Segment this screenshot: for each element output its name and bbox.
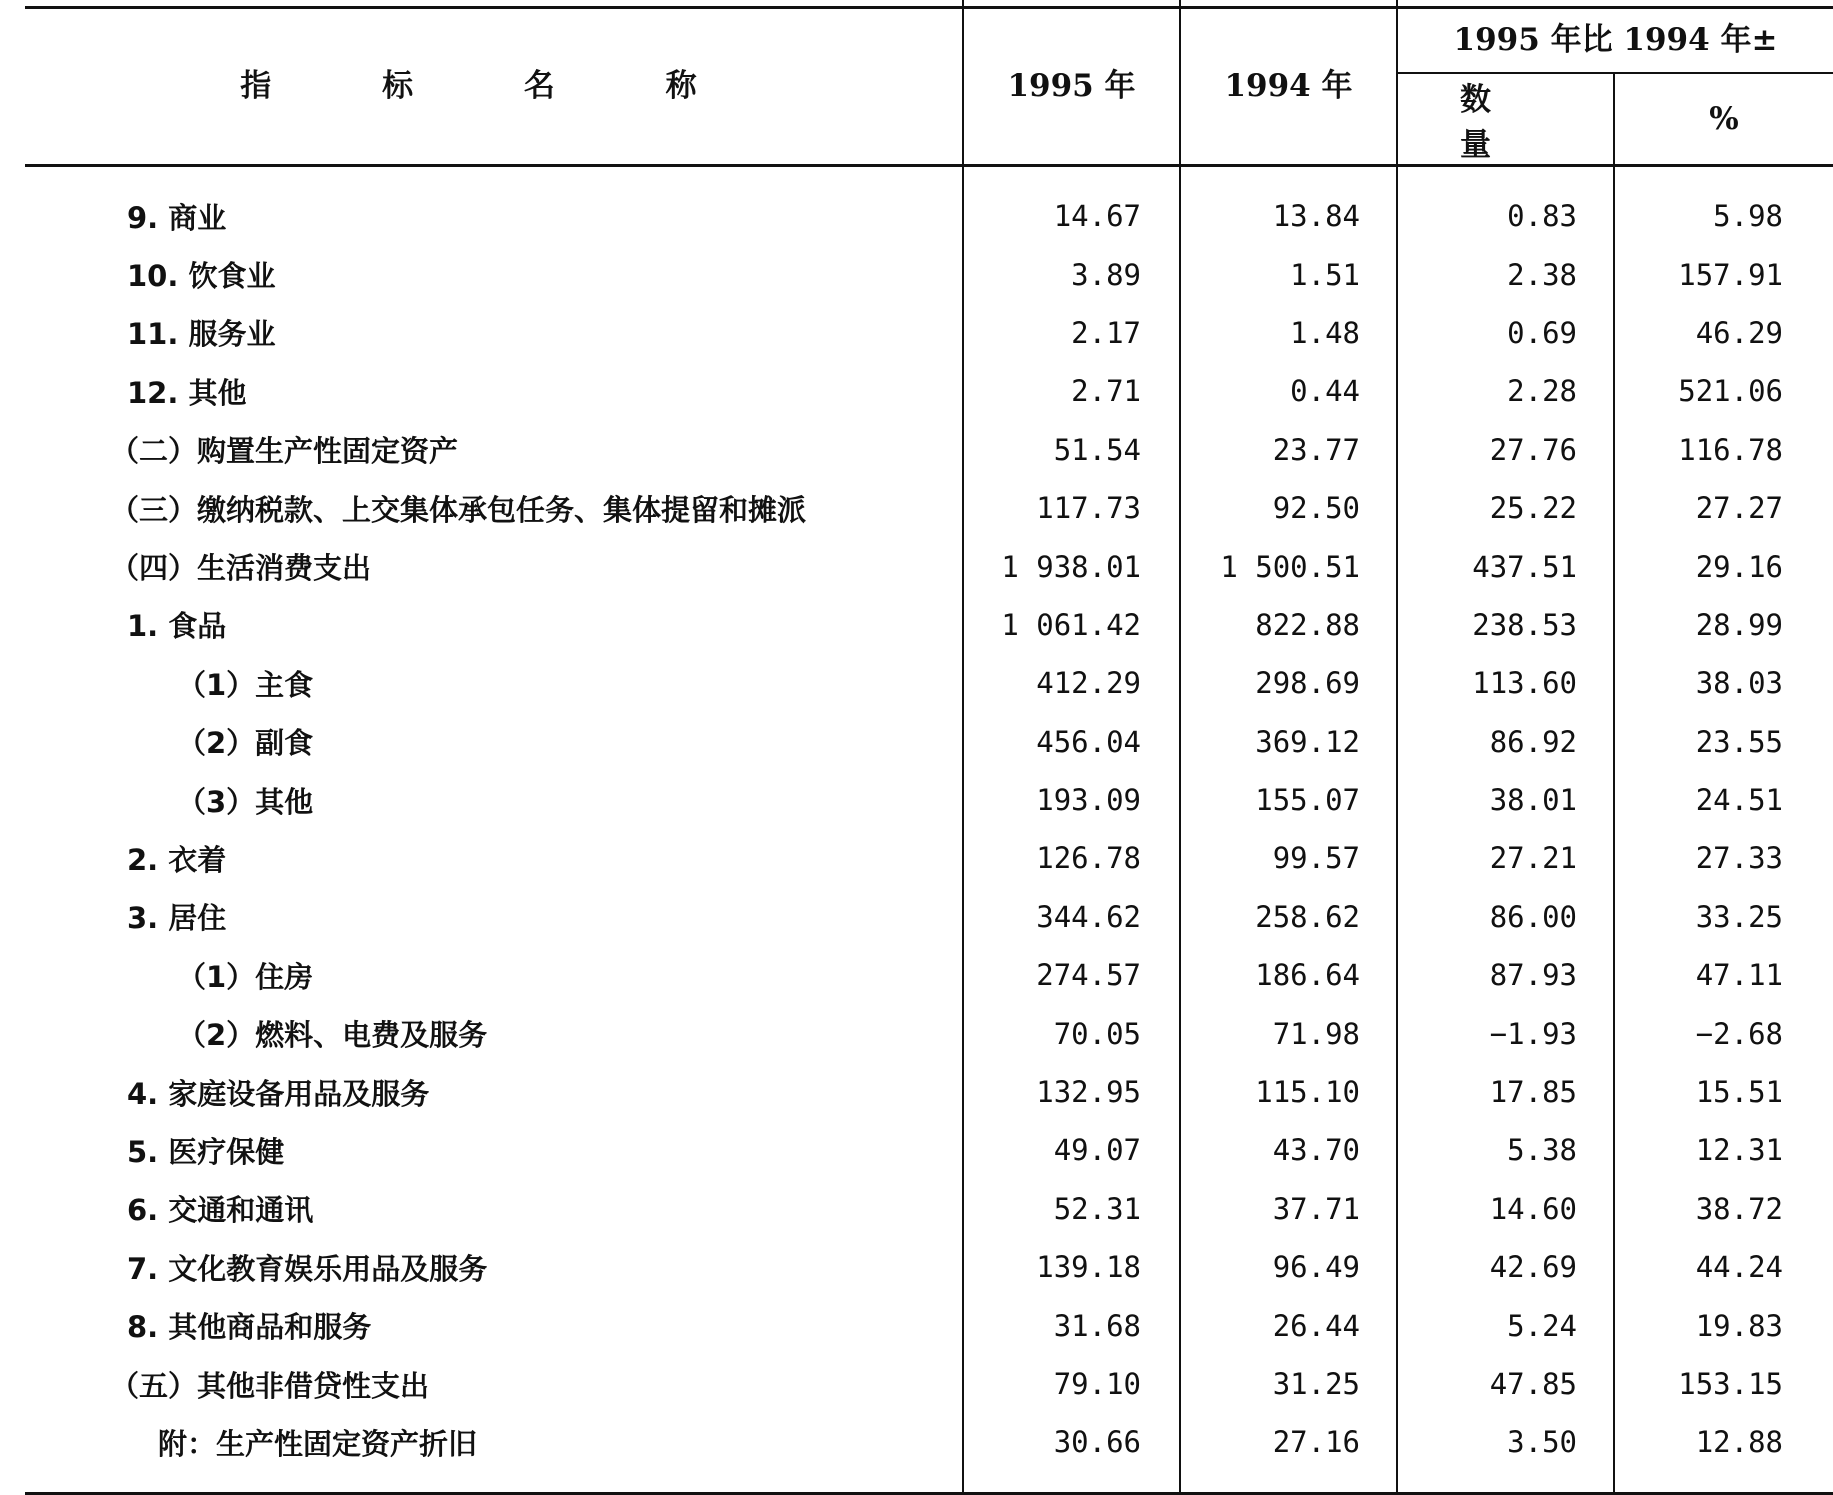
- table-row: [25, 537, 1833, 595]
- table-row: [25, 888, 1833, 946]
- row-label: 10. 饮食业: [127, 259, 276, 294]
- row-label: 11. 服务业: [127, 317, 276, 352]
- value-1994: 258.62: [1180, 888, 1397, 946]
- value-1994: 1 500.51: [1180, 537, 1397, 595]
- change-percent: 47.11: [1614, 946, 1833, 1004]
- row-label: （四）生活消费支出: [110, 551, 372, 586]
- row-label: 7. 文化教育娱乐用品及服务: [127, 1251, 488, 1286]
- table-header: [25, 0, 1833, 166]
- value-1994: 96.49: [1180, 1238, 1397, 1296]
- table-row: [25, 596, 1833, 654]
- table-row: [25, 1413, 1833, 1493]
- value-1994: 31.25: [1180, 1355, 1397, 1413]
- row-label: 8. 其他商品和服务: [127, 1310, 372, 1345]
- change-quantity: 14.60: [1397, 1180, 1614, 1238]
- change-quantity: 0.83: [1397, 166, 1614, 246]
- table-row: [25, 713, 1833, 771]
- table-row: [25, 1004, 1833, 1062]
- change-percent: 23.55: [1614, 713, 1833, 771]
- value-1994: 26.44: [1180, 1296, 1397, 1354]
- value-1995: 1 938.01: [963, 537, 1180, 595]
- row-label: （1）住房: [177, 959, 314, 994]
- change-percent: 157.91: [1614, 245, 1833, 303]
- value-1994: 822.88: [1180, 596, 1397, 654]
- value-1995: 139.18: [963, 1238, 1180, 1296]
- change-quantity: 113.60: [1397, 654, 1614, 712]
- value-1995: 132.95: [963, 1063, 1180, 1121]
- value-1994: 186.64: [1180, 946, 1397, 1004]
- table-row: [25, 421, 1833, 479]
- value-1995: 193.09: [963, 771, 1180, 829]
- value-1994: 115.10: [1180, 1063, 1397, 1121]
- header-quantity: 数 量: [1397, 73, 1614, 166]
- change-quantity: 87.93: [1397, 946, 1614, 1004]
- table-row: [25, 1296, 1833, 1354]
- value-1994: 1.48: [1180, 304, 1397, 362]
- change-percent: 12.31: [1614, 1121, 1833, 1179]
- change-percent: 46.29: [1614, 304, 1833, 362]
- value-1995: 412.29: [963, 654, 1180, 712]
- change-quantity: 5.38: [1397, 1121, 1614, 1179]
- value-1994: 99.57: [1180, 829, 1397, 887]
- value-1995: 1 061.42: [963, 596, 1180, 654]
- header-1994: 1994 年: [1180, 0, 1397, 166]
- row-label: 3. 居住: [127, 901, 227, 936]
- value-1995: 52.31: [963, 1180, 1180, 1238]
- value-1994: 298.69: [1180, 654, 1397, 712]
- change-quantity: 3.50: [1397, 1413, 1614, 1493]
- table-row: [25, 1355, 1833, 1413]
- value-1994: 155.07: [1180, 771, 1397, 829]
- change-quantity: −1.93: [1397, 1004, 1614, 1062]
- row-label: 6. 交通和通讯: [127, 1193, 314, 1228]
- row-label: （1）主食: [177, 667, 314, 702]
- statistics-table: [25, 0, 1833, 1495]
- row-label: （2）燃料、电费及服务: [177, 1018, 488, 1053]
- row-label: 9. 商业: [127, 200, 227, 235]
- change-quantity: 437.51: [1397, 537, 1614, 595]
- header-indicator-name: 指 标 名 称: [25, 0, 963, 166]
- change-percent: 38.03: [1614, 654, 1833, 712]
- row-label: 1. 食品: [127, 609, 227, 644]
- change-quantity: 17.85: [1397, 1063, 1614, 1121]
- table-row: [25, 654, 1833, 712]
- value-1994: 1.51: [1180, 245, 1397, 303]
- table-row: [25, 1121, 1833, 1179]
- value-1995: 31.68: [963, 1296, 1180, 1354]
- row-label: （二）购置生产性固定资产: [110, 434, 459, 469]
- row-label: 5. 医疗保健: [127, 1134, 285, 1169]
- table-row: [25, 479, 1833, 537]
- value-1995: 3.89: [963, 245, 1180, 303]
- table-row: [25, 1180, 1833, 1238]
- header-compare: 1995 年比 1994 年±: [1397, 0, 1833, 73]
- value-1994: 27.16: [1180, 1413, 1397, 1493]
- row-label: 附：生产性固定资产折旧: [25, 1413, 963, 1493]
- change-percent: 24.51: [1614, 771, 1833, 829]
- change-percent: 28.99: [1614, 596, 1833, 654]
- table-row: [25, 946, 1833, 1004]
- table-row: [25, 245, 1833, 303]
- change-quantity: 27.21: [1397, 829, 1614, 887]
- change-quantity: 238.53: [1397, 596, 1614, 654]
- table-row: [25, 1063, 1833, 1121]
- change-quantity: 2.28: [1397, 362, 1614, 420]
- change-quantity: 47.85: [1397, 1355, 1614, 1413]
- value-1995: 126.78: [963, 829, 1180, 887]
- row-label: （3）其他: [177, 784, 314, 819]
- table-row: [25, 829, 1833, 887]
- header-1995: 1995 年: [963, 0, 1180, 166]
- change-percent: 44.24: [1614, 1238, 1833, 1296]
- row-label: 4. 家庭设备用品及服务: [127, 1076, 430, 1111]
- value-1995: 274.57: [963, 946, 1180, 1004]
- change-percent: 5.98: [1614, 166, 1833, 246]
- value-1994: 37.71: [1180, 1180, 1397, 1238]
- change-quantity: 5.24: [1397, 1296, 1614, 1354]
- table-row: [25, 771, 1833, 829]
- change-quantity: 2.38: [1397, 245, 1614, 303]
- row-label: 2. 衣着: [127, 842, 227, 877]
- value-1995: 70.05: [963, 1004, 1180, 1062]
- value-1994: 92.50: [1180, 479, 1397, 537]
- change-percent: −2.68: [1614, 1004, 1833, 1062]
- change-quantity: 86.00: [1397, 888, 1614, 946]
- value-1995: 79.10: [963, 1355, 1180, 1413]
- value-1995: 30.66: [963, 1413, 1180, 1493]
- value-1994: 0.44: [1180, 362, 1397, 420]
- value-1995: 2.17: [963, 304, 1180, 362]
- change-quantity: 27.76: [1397, 421, 1614, 479]
- value-1994: 71.98: [1180, 1004, 1397, 1062]
- value-1994: 369.12: [1180, 713, 1397, 771]
- change-percent: 29.16: [1614, 537, 1833, 595]
- row-label: （2）副食: [177, 726, 314, 761]
- value-1995: 456.04: [963, 713, 1180, 771]
- table-row: [25, 166, 1833, 246]
- change-quantity: 38.01: [1397, 771, 1614, 829]
- change-quantity: 25.22: [1397, 479, 1614, 537]
- table-body: [25, 166, 1833, 1494]
- value-1995: 49.07: [963, 1121, 1180, 1179]
- value-1994: 23.77: [1180, 421, 1397, 479]
- value-1995: 344.62: [963, 888, 1180, 946]
- value-1995: 2.71: [963, 362, 1180, 420]
- change-quantity: 86.92: [1397, 713, 1614, 771]
- change-percent: 19.83: [1614, 1296, 1833, 1354]
- change-percent: 27.27: [1614, 479, 1833, 537]
- change-percent: 38.72: [1614, 1180, 1833, 1238]
- value-1995: 14.67: [963, 166, 1180, 246]
- change-percent: 153.15: [1614, 1355, 1833, 1413]
- table-row: [25, 362, 1833, 420]
- change-percent: 521.06: [1614, 362, 1833, 420]
- change-percent: 12.88: [1614, 1413, 1833, 1493]
- change-quantity: 42.69: [1397, 1238, 1614, 1296]
- value-1995: 51.54: [963, 421, 1180, 479]
- change-percent: 27.33: [1614, 829, 1833, 887]
- table-row: [25, 304, 1833, 362]
- row-label: （三）缴纳税款、上交集体承包任务、集体提留和摊派: [110, 492, 807, 527]
- value-1995: 117.73: [963, 479, 1180, 537]
- row-label: 12. 其他: [127, 375, 247, 410]
- change-percent: 33.25: [1614, 888, 1833, 946]
- table-row: [25, 1238, 1833, 1296]
- row-label: （五）其他非借贷性支出: [110, 1368, 430, 1403]
- header-percent: %: [1614, 73, 1833, 166]
- change-quantity: 0.69: [1397, 304, 1614, 362]
- value-1994: 43.70: [1180, 1121, 1397, 1179]
- value-1994: 13.84: [1180, 166, 1397, 246]
- change-percent: 116.78: [1614, 421, 1833, 479]
- change-percent: 15.51: [1614, 1063, 1833, 1121]
